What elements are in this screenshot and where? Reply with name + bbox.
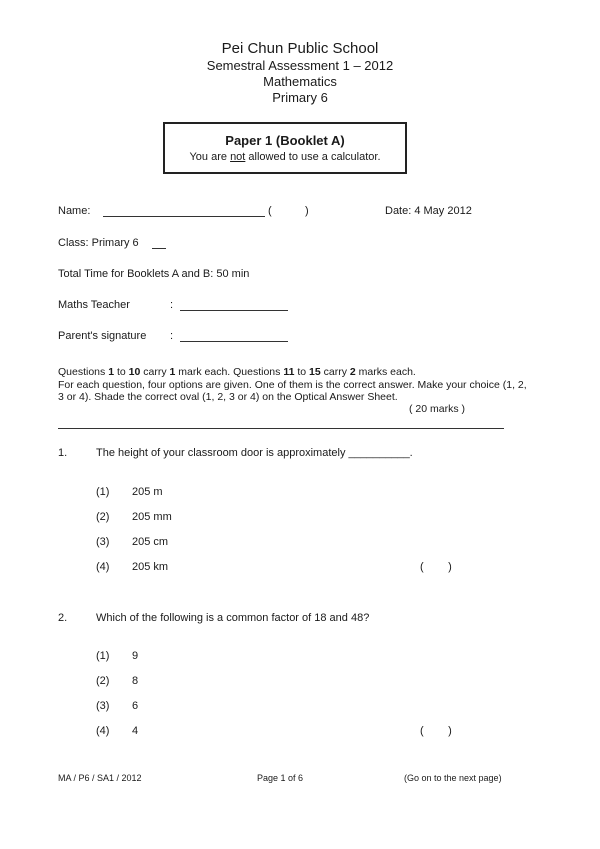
- q1-option-1-number: (1): [96, 486, 110, 498]
- q2-option-4-text: 4: [132, 725, 139, 737]
- parent-signature-label: Parent's signature: [58, 330, 147, 342]
- parent-signature-line[interactable]: [180, 330, 288, 342]
- name-field-line[interactable]: [103, 205, 265, 217]
- footer-code: MA / P6 / SA1 / 2012: [58, 773, 142, 783]
- q2-option-3-text: 6: [132, 700, 139, 712]
- q1-answer-bracket[interactable]: ( ): [420, 561, 452, 573]
- teacher-field-line[interactable]: [180, 299, 288, 311]
- q2-option-4-number: (4): [96, 725, 110, 737]
- register-bracket-close: ): [305, 205, 309, 217]
- section-divider: [58, 428, 504, 429]
- instructions-line-2: For each question, four options are given. One of them is the correct answer. Make your choice (1, 2, 3 or 4). Shade the correct oval (1, 2, 3 or 4) on the Optical Answer Sheet.: [58, 378, 527, 403]
- name-label: Name:: [58, 205, 91, 217]
- q1-option-3-text: 205 cm: [132, 536, 169, 548]
- exam-date: Date: 4 May 2012: [385, 205, 472, 217]
- q1-option-1-text: 205 m: [132, 486, 163, 498]
- q2-option-2-number: (2): [96, 675, 110, 687]
- paper-title: Paper 1 (Booklet A): [225, 133, 345, 148]
- question-2-number: 2.: [58, 612, 68, 624]
- question-2-text: Which of the following is a common factor of 18 and 48?: [96, 612, 370, 624]
- q2-option-2-text: 8: [132, 675, 139, 687]
- q1-option-4-text: 205 km: [132, 561, 169, 573]
- total-time: Total Time for Booklets A and B: 50 min: [58, 268, 250, 280]
- teacher-colon: :: [170, 299, 174, 311]
- q1-option-2-text: 205 mm: [132, 511, 172, 523]
- calculator-note-emphasis: not: [230, 151, 246, 163]
- q2-option-1-text: 9: [132, 650, 139, 662]
- question-1-text: The height of your classroom door is approximately __________.: [96, 447, 413, 459]
- level-title: Primary 6: [272, 90, 328, 105]
- parent-colon: :: [170, 330, 174, 342]
- school-name: Pei Chun Public School: [221, 40, 379, 57]
- question-1-number: 1.: [58, 447, 68, 459]
- assessment-title: Semestral Assessment 1 – 2012: [206, 58, 394, 73]
- subject-title: Mathematics: [263, 74, 337, 89]
- register-bracket-open: (: [268, 205, 272, 217]
- instructions-line-1: Questions 1 to 10 carry 1 mark each. Questions 11 to 15 carry 2 marks each.: [58, 366, 416, 378]
- q2-option-1-number: (1): [96, 650, 110, 662]
- q2-option-3-number: (3): [96, 700, 110, 712]
- q2-answer-bracket[interactable]: ( ): [420, 725, 452, 737]
- calculator-note: [165, 151, 405, 163]
- paper-info-box: [163, 122, 407, 174]
- total-marks: ( 20 marks ): [409, 403, 466, 415]
- instructions: [58, 366, 528, 404]
- footer-next-page: (Go on to the next page): [404, 773, 502, 783]
- calculator-note-start: You are: [189, 151, 231, 163]
- teacher-label: Maths Teacher: [58, 299, 130, 311]
- class-field-line[interactable]: [152, 237, 166, 249]
- q1-option-4-number: (4): [96, 561, 110, 573]
- q1-option-3-number: (3): [96, 536, 110, 548]
- q1-option-2-number: (2): [96, 511, 110, 523]
- footer-page-number: Page 1 of 6: [257, 773, 304, 783]
- calculator-note-end: allowed to use a calculator.: [245, 151, 381, 163]
- register-number-field[interactable]: [276, 205, 304, 216]
- class-label: Class: Primary 6: [58, 237, 139, 249]
